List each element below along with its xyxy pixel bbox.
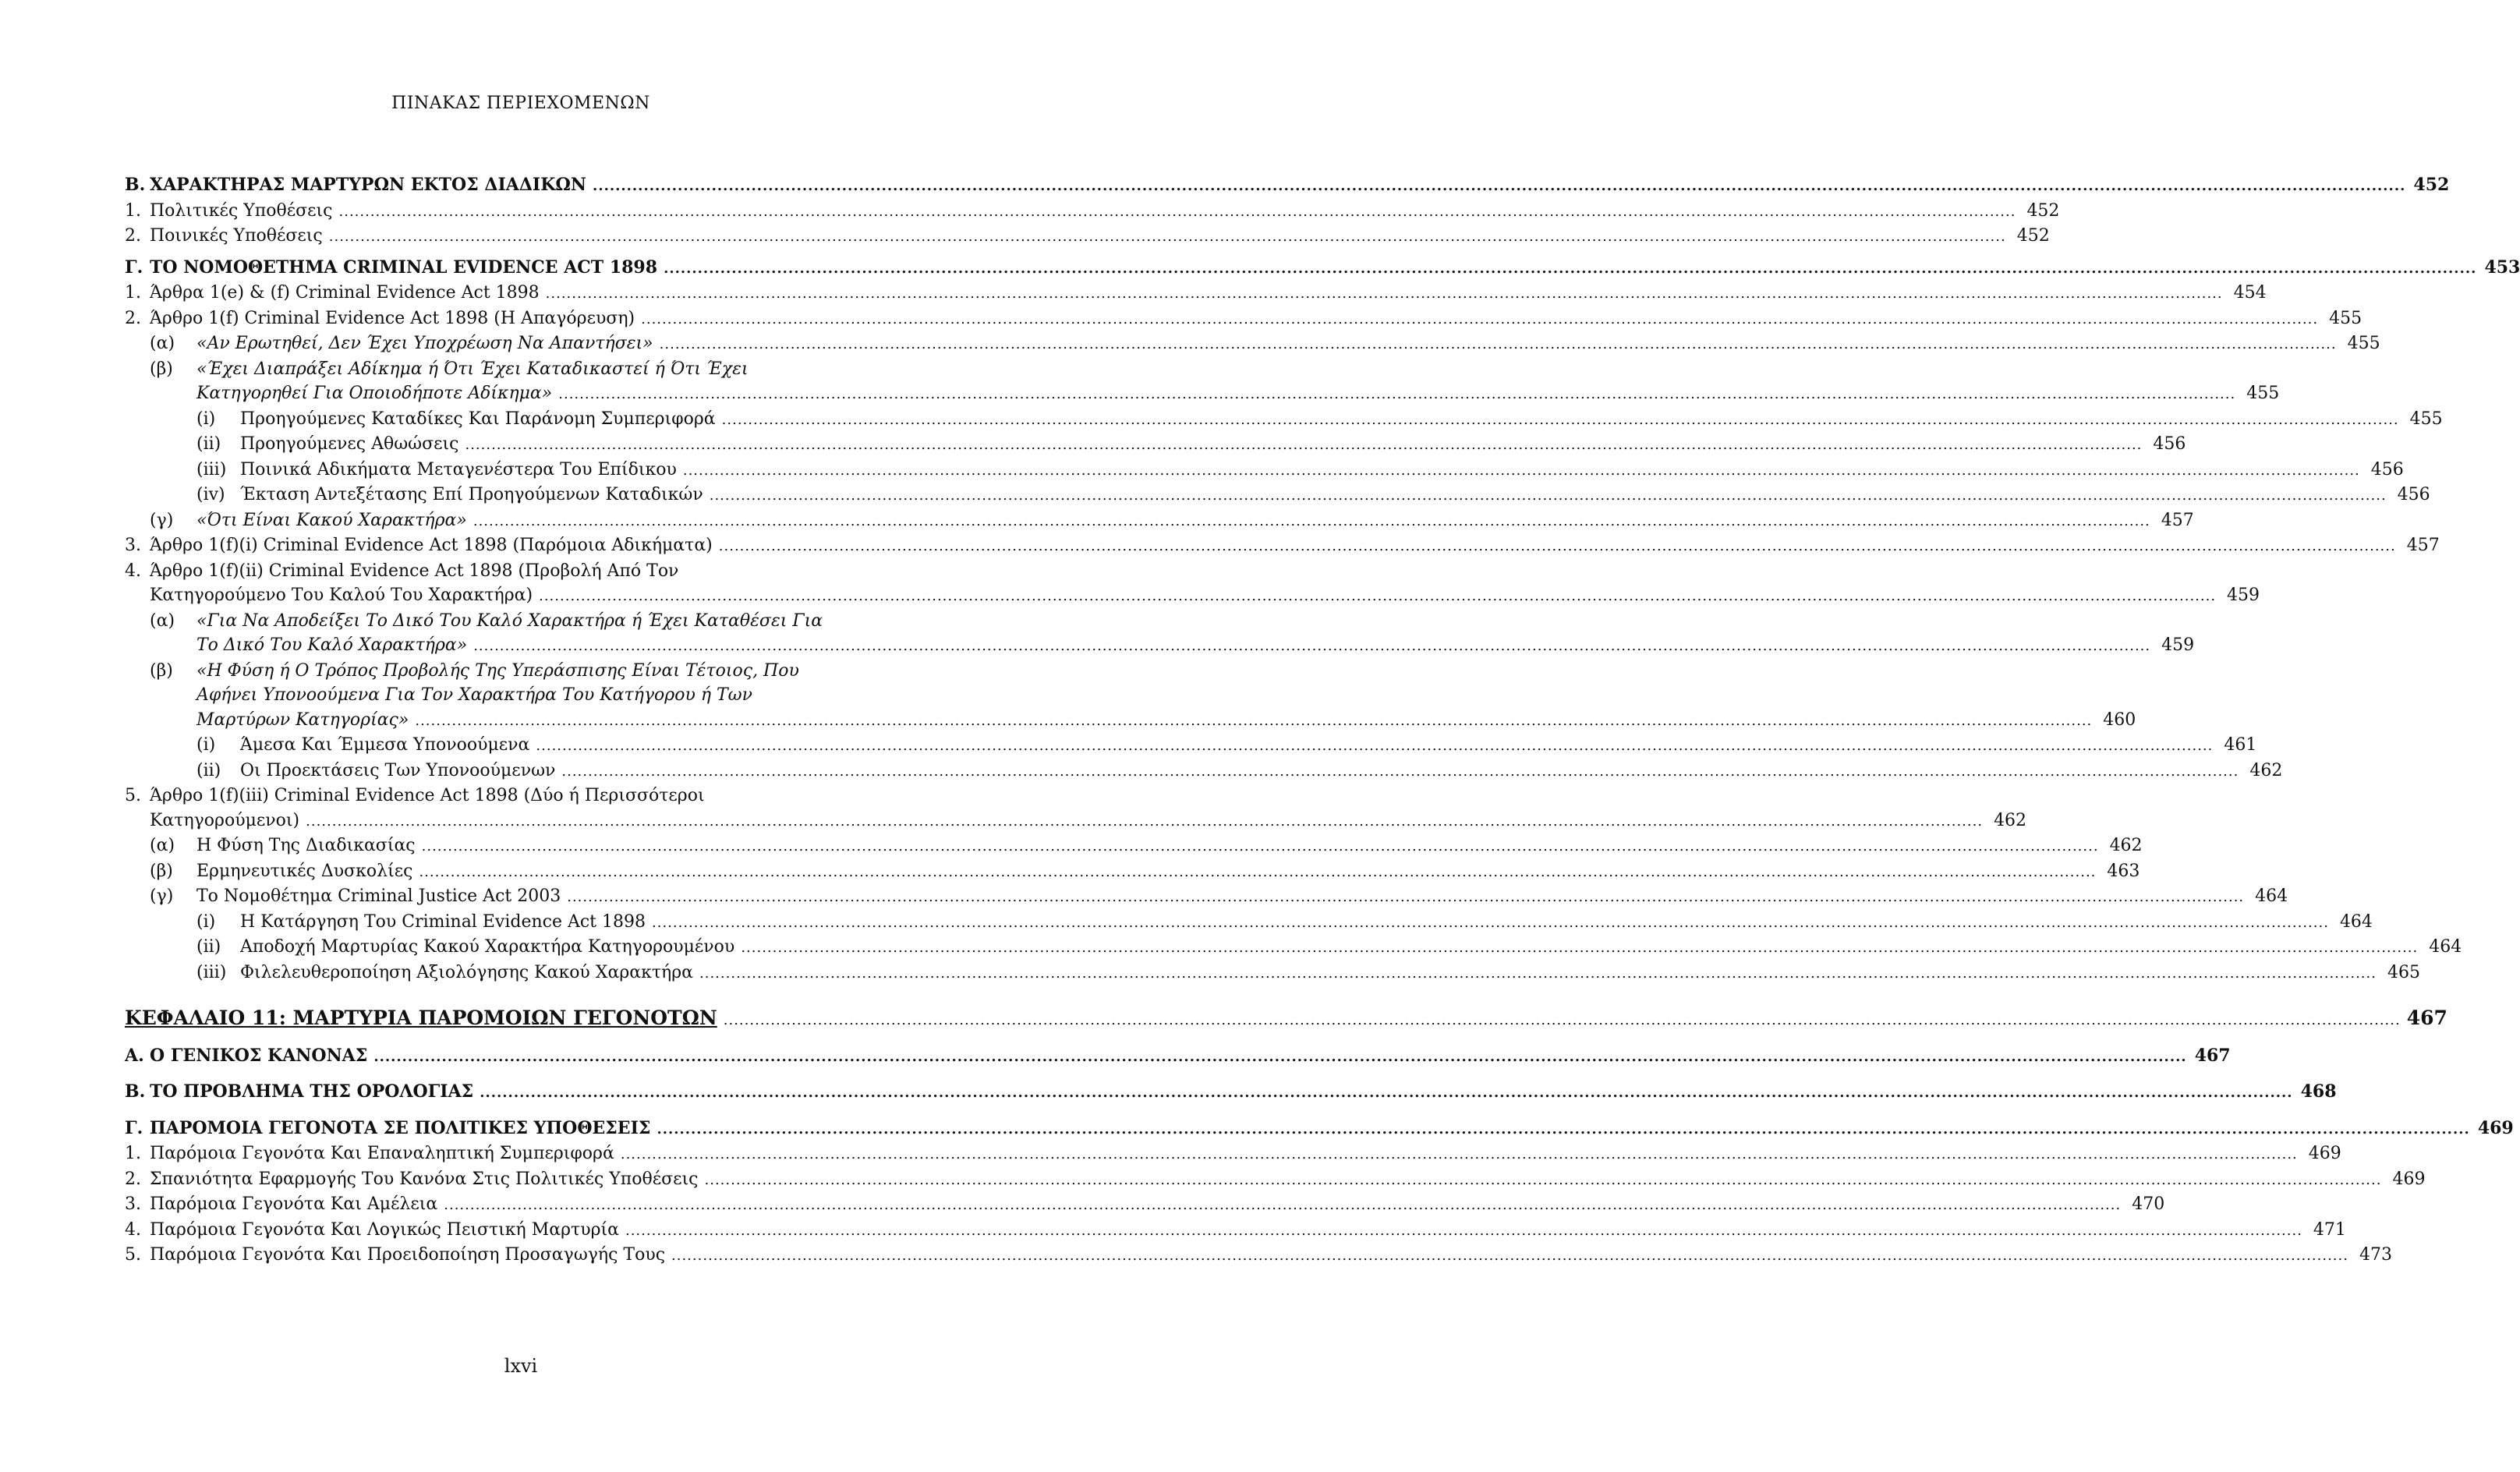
toc-leader-dots xyxy=(546,281,2223,306)
toc-entry[interactable] xyxy=(125,224,2050,249)
toc-number: (α) xyxy=(150,334,175,353)
toc-page: 464 xyxy=(2339,911,2373,932)
toc-title: Παρόμοια Γεγονότα Και Αμέλεια xyxy=(150,1194,438,1214)
toc-leader-dots xyxy=(671,1244,2348,1269)
toc-number: Α. xyxy=(125,1045,144,1066)
toc-page: 462 xyxy=(2249,760,2283,780)
toc-entry[interactable] xyxy=(125,859,2140,885)
toc-leader-dots xyxy=(593,174,2405,199)
toc-entry[interactable] xyxy=(125,1218,2346,1244)
toc-leader-dots xyxy=(561,759,2239,784)
toc-entry[interactable] xyxy=(125,306,2362,332)
toc-number: 3. xyxy=(125,1194,141,1214)
toc-entry[interactable] xyxy=(125,432,2186,458)
toc-page: 467 xyxy=(2194,1045,2231,1066)
toc-leader-dots xyxy=(641,307,2318,332)
toc-title: Παρόμοια Γεγονότα Και Λογικώς Πειστική Μαρτυρία xyxy=(150,1219,619,1240)
toc-number: Β. xyxy=(125,175,146,195)
toc-leader-dots xyxy=(657,1117,2469,1142)
toc-title: Παρόμοια Γεγονότα Και Επαναληπτική Συμπεριφορά xyxy=(150,1144,614,1163)
toc-title: «Για Να Αποδείξει Το Δικό Του Καλό Χαρακτήρα ή Έχει Καταθέσει Για xyxy=(196,610,823,631)
page-header-title: ΠΙΝΑΚΑΣ ΠΕΡΙΕΧΟΜΕΝΩΝ xyxy=(391,94,650,113)
toc-title: Προηγούμενες Καταδίκες Και Παράνομη Συμπεριφορά xyxy=(240,409,716,429)
toc-leader-dots xyxy=(373,1045,2186,1070)
toc-entry[interactable] xyxy=(125,407,2443,433)
toc-title: Σπανιότητα Εφαρμογής Του Κανόνα Στις Πολιτικές Υποθέσεις xyxy=(150,1169,699,1189)
toc-entry[interactable] xyxy=(125,559,936,584)
toc-page: 469 xyxy=(2477,1117,2514,1138)
toc-leader-dots xyxy=(741,936,2418,961)
toc-title: Προηγούμενες Αθωώσεις xyxy=(240,434,459,454)
toc-entry[interactable] xyxy=(125,1080,2337,1106)
toc-leader-dots xyxy=(567,885,2244,910)
toc-entry[interactable] xyxy=(125,910,2373,936)
toc-title: ΧΑΡΑΚΤΗΡΑΣ ΜΑΡΤΥΡΩΝ ΕΚΤΟΣ ΔΙΑΔΙΚΩΝ xyxy=(150,175,587,195)
toc-number: 1. xyxy=(125,283,141,303)
toc-number: (β) xyxy=(150,359,173,379)
toc-number: (α) xyxy=(150,610,175,631)
toc-leader-dots xyxy=(625,1219,2302,1244)
toc-entry[interactable] xyxy=(125,357,936,382)
toc-number: Γ. xyxy=(125,257,143,278)
toc-page: 469 xyxy=(2392,1169,2426,1189)
toc-entry[interactable] xyxy=(125,1044,2231,1070)
toc-page: 462 xyxy=(1994,810,2027,830)
toc-leader-dots xyxy=(705,1168,2382,1193)
toc-title: Άρθρο 1(f) Criminal Evidence Act 1898 (Η Απαγόρευση) xyxy=(150,308,635,328)
table-of-contents xyxy=(125,173,2520,1269)
toc-leader-dots xyxy=(664,257,2476,281)
toc-number: (i) xyxy=(196,409,216,429)
toc-number: (iii) xyxy=(196,459,227,479)
toc-entry[interactable] xyxy=(125,609,936,634)
toc-title: Ο ΓΕΝΙΚΟΣ ΚΑΝΟΝΑΣ xyxy=(150,1045,368,1066)
toc-leader-dots xyxy=(329,225,2006,249)
toc-leader-dots xyxy=(422,834,2099,859)
toc-page: 453 xyxy=(2484,257,2520,278)
toc-number: (α) xyxy=(150,836,175,855)
toc-page: 455 xyxy=(2409,409,2443,429)
toc-number: 2. xyxy=(125,308,141,328)
toc-title: Οι Προεκτάσεις Των Υπονοούμενων xyxy=(240,760,556,780)
toc-title: Παρόμοια Γεγονότα Και Προειδοποίηση Προσαγωγής Τους xyxy=(150,1245,666,1265)
toc-page: 456 xyxy=(2153,434,2186,454)
toc-page: 457 xyxy=(2406,536,2440,555)
toc-title: Έκταση Αντεξέτασης Επί Προηγούμενων Καταδικών xyxy=(240,485,703,504)
toc-leader-dots xyxy=(536,734,2213,759)
toc-number: (ii) xyxy=(196,937,221,957)
toc-title: ΤΟ ΠΡΟΒΛΗΜΑ ΤΗΣ ΟΡΟΛΟΓΙΑΣ xyxy=(150,1081,474,1102)
toc-title: ΠΑΡΟΜΟΙΑ ΓΕΓΟΝΟΤΑ ΣΕ ΠΟΛΙΤΙΚΕΣ ΥΠΟΘΕΣΕΙΣ xyxy=(150,1117,651,1138)
toc-title: Ερμηνευτικές Δυσκολίες xyxy=(196,861,413,881)
toc-title: Φιλελευθεροποίηση Αξιολόγησης Κακού Χαρακτήρα xyxy=(240,962,694,982)
toc-entry[interactable] xyxy=(125,1116,2514,1142)
toc-leader-dots xyxy=(465,433,2142,458)
toc-page: 452 xyxy=(2413,175,2450,195)
toc-entry[interactable] xyxy=(125,1167,2426,1193)
toc-number: (β) xyxy=(150,861,173,881)
toc-entry[interactable] xyxy=(125,199,2060,225)
toc-title: Άρθρο 1(f)(i) Criminal Evidence Act 1898 (Παρόμοια Αδικήματα) xyxy=(150,536,713,555)
toc-entry[interactable] xyxy=(125,256,2520,281)
toc-number: Γ. xyxy=(125,1117,143,1138)
toc-title: Κατηγορηθεί Για Οποιοδήποτε Αδίκημα» xyxy=(196,384,553,403)
toc-page: 456 xyxy=(2397,485,2430,504)
toc-page: 468 xyxy=(2300,1081,2337,1102)
toc-leader-dots xyxy=(710,483,2387,508)
toc-entry[interactable] xyxy=(125,833,2143,859)
toc-title: Άμεσα Και Έμμεσα Υπονοούμενα xyxy=(240,735,530,755)
toc-leader-dots xyxy=(306,809,1983,834)
toc-page: 463 xyxy=(2107,861,2140,881)
toc-entry-continuation[interactable] xyxy=(125,683,936,708)
toc-number: 4. xyxy=(125,561,141,581)
toc-leader-dots xyxy=(339,200,2016,225)
toc-page: 462 xyxy=(2109,836,2143,855)
toc-leader-dots xyxy=(539,584,2216,609)
toc-title: «Αν Ερωτηθεί, Δεν Έχει Υποχρέωση Να Απαντήσει» xyxy=(196,334,653,353)
toc-page: 467 xyxy=(2406,1007,2447,1029)
toc-entry[interactable] xyxy=(125,1141,2341,1167)
toc-page: 461 xyxy=(2224,735,2257,755)
toc-leader-dots xyxy=(415,709,2092,734)
toc-leader-dots xyxy=(621,1142,2298,1167)
toc-number: (γ) xyxy=(150,886,174,906)
toc-entry[interactable] xyxy=(125,1243,2392,1269)
toc-page: 465 xyxy=(2387,962,2420,982)
toc-number: (γ) xyxy=(150,510,174,530)
toc-page: 452 xyxy=(2016,226,2050,246)
toc-entry[interactable] xyxy=(125,961,2420,986)
toc-page: 469 xyxy=(2308,1144,2341,1163)
toc-leader-dots xyxy=(660,332,2337,357)
toc-page: 454 xyxy=(2233,283,2267,303)
toc-leader-dots xyxy=(419,860,2096,885)
toc-number: (ii) xyxy=(196,760,221,780)
toc-title: Κατηγορούμενο Του Καλού Του Χαρακτήρα) xyxy=(150,586,533,605)
toc-entry-continuation[interactable] xyxy=(125,381,2280,407)
toc-leader-dots xyxy=(683,458,2360,483)
toc-title: Ποινικές Υποθέσεις xyxy=(150,226,323,246)
toc-page: 457 xyxy=(2161,510,2194,530)
toc-title: «Ότι Είναι Κακού Χαρακτήρα» xyxy=(196,510,467,530)
toc-title: Πολιτικές Υποθέσεις xyxy=(150,200,333,221)
toc-entry[interactable] xyxy=(125,508,2194,534)
toc-number: (iv) xyxy=(196,485,225,504)
toc-number: 2. xyxy=(125,1169,141,1189)
toc-title: Κατηγορούμενοι) xyxy=(150,810,300,830)
toc-page: 459 xyxy=(2227,586,2260,605)
toc-leader-dots xyxy=(719,534,2396,559)
toc-leader-dots xyxy=(444,1193,2121,1218)
toc-page: 459 xyxy=(2161,635,2195,655)
toc-entry[interactable] xyxy=(125,173,2450,199)
toc-title: ΤΟ ΝΟΜΟΘΕΤΗΜΑ CRIMINAL EVIDENCE ACT 1898 xyxy=(150,257,658,278)
toc-entry[interactable] xyxy=(125,884,2288,910)
toc-title: «Η Φύση ή Ο Τρόπος Προβολής Της Υπεράσπισης Είναι Τέτοιος, Που xyxy=(196,660,799,681)
toc-leader-dots xyxy=(722,408,2399,433)
toc-number: (i) xyxy=(196,911,216,932)
toc-title: Το Δικό Του Καλό Χαρακτήρα» xyxy=(196,635,468,655)
toc-entry-continuation[interactable] xyxy=(125,583,2260,609)
toc-page: 456 xyxy=(2370,459,2404,479)
toc-title: Άρθρα 1(e) & (f) Criminal Evidence Act 1898 xyxy=(150,283,540,303)
toc-page: 460 xyxy=(2103,709,2136,730)
toc-entry[interactable] xyxy=(125,935,2462,961)
toc-page: 473 xyxy=(2359,1245,2392,1265)
toc-entry-continuation[interactable] xyxy=(125,708,2136,734)
toc-title: Αποδοχή Μαρτυρίας Κακού Χαρακτήρα Κατηγορουμένου xyxy=(240,937,735,957)
toc-entry-continuation[interactable] xyxy=(125,809,2027,834)
toc-entry[interactable] xyxy=(125,659,936,684)
toc-page: 455 xyxy=(2347,334,2380,353)
page-number: lxvi xyxy=(504,1355,538,1377)
toc-number: 2. xyxy=(125,226,141,246)
toc-page: 452 xyxy=(2026,200,2060,221)
toc-leader-dots xyxy=(473,509,2150,534)
toc-number: Β. xyxy=(125,1081,146,1102)
toc-page: 455 xyxy=(2329,308,2362,328)
toc-number: (i) xyxy=(196,735,216,755)
toc-number: (β) xyxy=(150,660,173,681)
toc-entry[interactable] xyxy=(125,1192,2165,1218)
toc-number: (iii) xyxy=(196,962,227,982)
toc-entry-continuation[interactable] xyxy=(125,633,2195,659)
toc-number: 1. xyxy=(125,200,141,221)
toc-number: (ii) xyxy=(196,434,221,454)
toc-title: Το Νομοθέτημα Criminal Justice Act 2003 xyxy=(196,886,561,906)
toc-leader-dots xyxy=(652,911,2329,936)
toc-entry[interactable] xyxy=(125,784,936,809)
toc-page: 464 xyxy=(2429,937,2462,957)
toc-entry[interactable] xyxy=(125,533,2440,559)
toc-leader-dots xyxy=(480,1081,2292,1106)
toc-title: Αφήνει Υπονοούμενα Για Τον Χαρακτήρα Του Κατήγορου ή Των xyxy=(196,685,752,705)
toc-leader-dots xyxy=(724,1008,2401,1033)
toc-page: 471 xyxy=(2313,1219,2346,1240)
toc-entry[interactable] xyxy=(125,759,2283,784)
toc-leader-dots xyxy=(699,961,2377,986)
toc-leader-dots xyxy=(558,382,2235,407)
toc-title: Άρθρο 1(f)(iii) Criminal Evidence Act 1898 (Δύο ή Περισσότεροι xyxy=(150,786,705,805)
toc-entry[interactable] xyxy=(125,331,2380,357)
toc-page: 470 xyxy=(2132,1194,2165,1214)
toc-entry[interactable] xyxy=(125,281,2267,306)
toc-entry[interactable] xyxy=(125,483,2430,508)
toc-entry[interactable] xyxy=(125,733,2257,759)
toc-number: 5. xyxy=(125,1245,141,1265)
toc-page: 455 xyxy=(2246,384,2280,403)
toc-title: Μαρτύρων Κατηγορίας» xyxy=(196,709,409,730)
toc-title: Άρθρο 1(f)(ii) Criminal Evidence Act 1898 (Προβολή Από Τον xyxy=(150,561,679,581)
toc-title: «Έχει Διαπράξει Αδίκημα ή Ότι Έχει Καταδικαστεί ή Ότι Έχει xyxy=(196,359,749,379)
toc-chapter-title: ΚΕΦΑΛΑΙΟ 11: ΜΑΡΤΥΡΙΑ ΠΑΡΟΜΟΙΩΝ ΓΕΓΟΝΟΤΩΝ xyxy=(125,1007,717,1029)
toc-number: 5. xyxy=(125,786,141,805)
toc-chapter-entry[interactable] xyxy=(125,1006,2447,1033)
toc-number: 3. xyxy=(125,536,141,555)
toc-page: 464 xyxy=(2255,886,2288,906)
toc-number: 4. xyxy=(125,1219,141,1240)
toc-title: Η Κατάργηση Του Criminal Evidence Act 1898 xyxy=(240,911,646,932)
toc-title: Ποινικά Αδικήματα Μεταγενέστερα Του Επίδικου xyxy=(240,459,677,479)
toc-number: 1. xyxy=(125,1144,141,1163)
toc-title: Η Φύση Της Διαδικασίας xyxy=(196,836,416,855)
toc-entry[interactable] xyxy=(125,458,2404,483)
toc-leader-dots xyxy=(473,634,2150,659)
